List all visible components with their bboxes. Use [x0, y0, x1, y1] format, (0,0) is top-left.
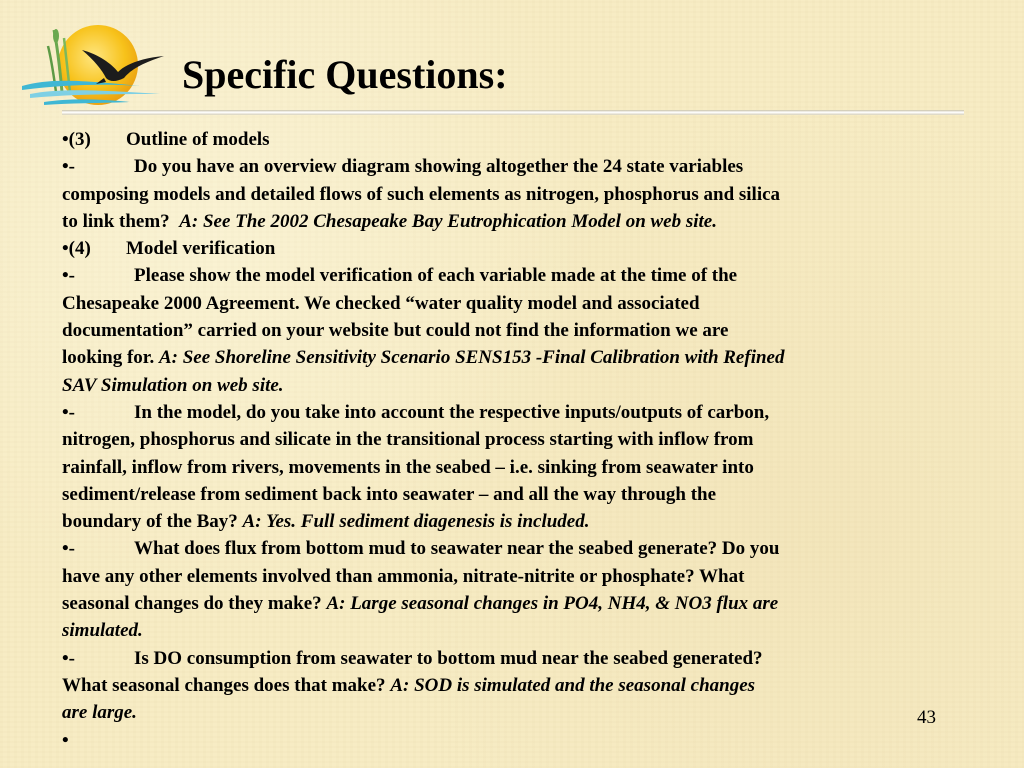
answer-line: simulated.	[62, 620, 143, 642]
question-text: to link them?	[62, 210, 170, 232]
question-text: Please show the model verification of each variable made at the time of the	[134, 265, 738, 287]
question-text: In the model, do you take into account the respective inputs/outputs of carbon,	[134, 401, 770, 423]
question-text: What seasonal changes does that make?	[62, 674, 386, 696]
bullet: •(3)	[62, 129, 91, 150]
section-header	[62, 235, 942, 262]
bullet: •-	[62, 401, 75, 423]
question-line: sediment/release from sediment back into seawater – and all the way through the	[62, 483, 717, 505]
question-text: What does flux from bottom mud to seawater near the seabed generate? Do you	[134, 538, 780, 560]
bullet: •-	[62, 538, 75, 560]
question-line	[62, 399, 942, 426]
bullet: •-	[62, 156, 75, 178]
question-line	[62, 535, 942, 562]
section-header-text: Outline of models	[126, 129, 270, 150]
answer-line: are large.	[62, 702, 137, 724]
question-line: documentation” carried on your website but could not find the information we are	[62, 320, 729, 342]
bullet: •-	[62, 647, 75, 669]
title-divider	[62, 110, 964, 115]
section-header	[62, 126, 942, 153]
bullet: •(4)	[62, 238, 91, 260]
question-line	[62, 153, 942, 180]
question-text: seasonal changes do they make?	[62, 593, 322, 615]
question-line: rainfall, inflow from rivers, movements in the seabed – i.e. sinking from seawater into	[62, 456, 754, 478]
question-line	[62, 590, 942, 617]
question-line: nitrogen, phosphorus and silicate in the transitional process starting with inflow from	[62, 429, 754, 451]
answer-text: A: See Shoreline Sensitivity Scenario SENS153 -Final Calibration with Refined	[158, 347, 785, 369]
bird-over-sun-logo-icon	[20, 20, 170, 115]
answer-line: SAV Simulation on web site.	[62, 374, 284, 396]
answer-text: A: Large seasonal changes in PO4, NH4, & NO3 flux are	[326, 593, 779, 615]
question-line	[62, 208, 942, 235]
question-text: boundary of the Bay?	[62, 511, 238, 533]
slide-body	[62, 126, 942, 754]
answer-text: A: Yes. Full sediment diagenesis is included.	[242, 511, 590, 533]
question-line	[62, 645, 942, 672]
slide-title: Specific Questions:	[182, 52, 508, 97]
answer-text: A: See The 2002 Chesapeake Bay Eutrophication Model on web site.	[179, 210, 717, 232]
answer-text: A: SOD is simulated and the seasonal changes	[390, 674, 756, 696]
bullet: •-	[62, 265, 75, 287]
question-line: composing models and detailed flows of such elements as nitrogen, phosphorus and silica	[62, 183, 781, 205]
page-number: 43	[917, 707, 936, 728]
question-line	[62, 344, 942, 371]
question-text: Is DO consumption from seawater to bottom mud near the seabed generated?	[134, 647, 763, 669]
question-text: Do you have an overview diagram showing altogether the 24 state variables	[134, 156, 744, 178]
question-line: Chesapeake 2000 Agreement. We checked “water quality model and associated	[62, 292, 700, 314]
question-text: looking for.	[62, 347, 155, 369]
empty-bullet: •	[62, 729, 69, 751]
question-line: have any other elements involved than ammonia, nitrate-nitrite or phosphate? What	[62, 565, 745, 587]
question-line	[62, 508, 942, 535]
section-header-text: Model verification	[126, 238, 276, 260]
question-line	[62, 262, 942, 289]
question-line	[62, 672, 942, 699]
